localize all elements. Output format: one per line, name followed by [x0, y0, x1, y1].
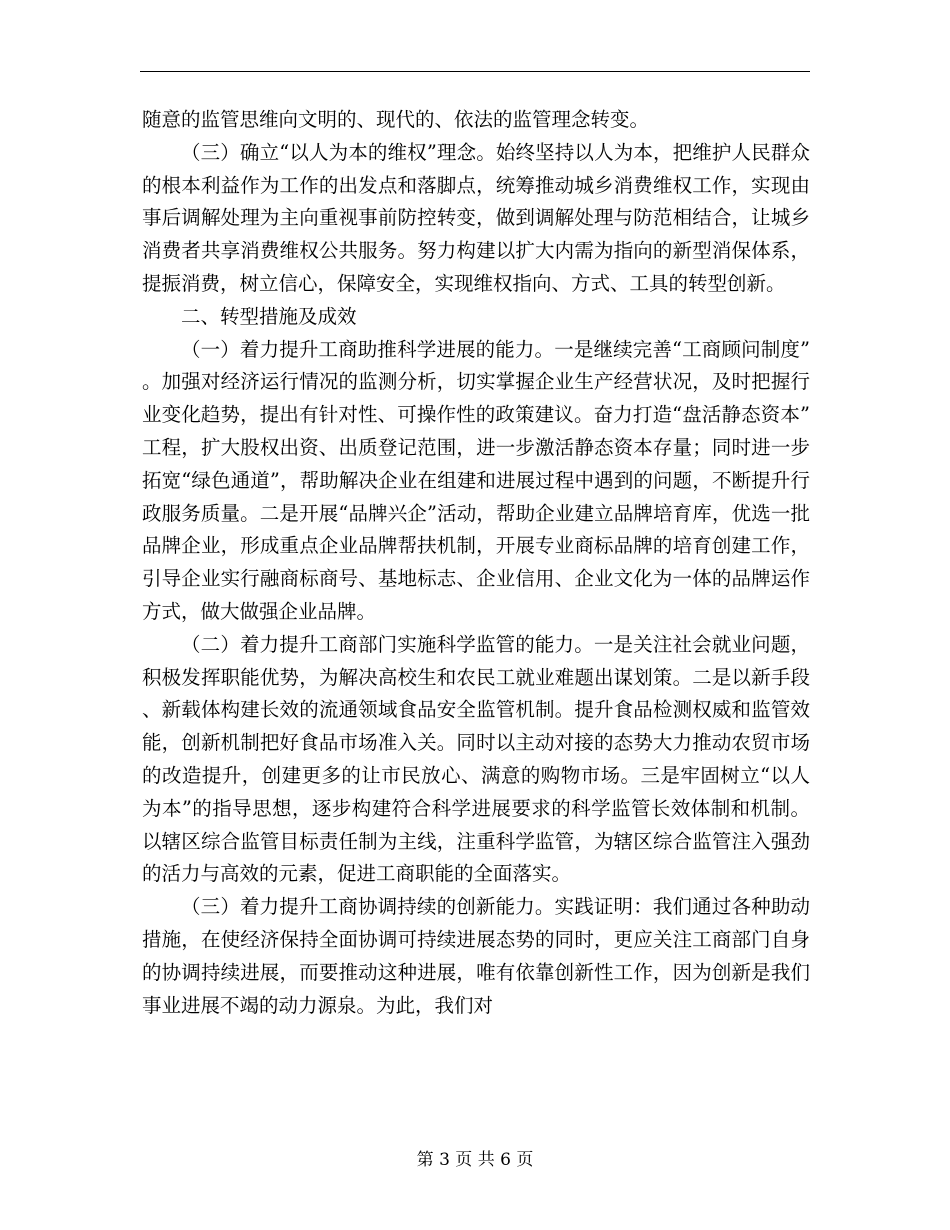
paragraph-measure-1: （一）着力提升工商助推科学进展的能力。一是继续完善“工商顾问制度”。加强对经济运行情况的监测分析，切实掌握企业生产经营状况，及时把握行业变化趋势，提出有针对性、可操作性的政策建议。奋力打造“盘活静态资本”工程，扩大股权出资、出质登记范围，进一步激活静态资本存量；同时进一步拓宽“绿色通道”，帮助解决企业在组建和进展过程中遇到的问题，不断提升行政服务质量。二是开展“品牌兴企”活动，帮助企业建立品牌培育库，优选一批品牌企业，形成重点企业品牌帮扶机制，开展专业商标品牌的培育创建工作，引导企业实行融商标商号、基地标志、企业信用、企业文化为一体的品牌运作方式，做大做强企业品牌。 — [142, 337, 810, 623]
page-number-footer: 第 3 页 共 6 页 — [416, 1150, 534, 1170]
document-body — [142, 104, 810, 1022]
paragraph-measure-2: （二）着力提升工商部门实施科学监管的能力。一是关注社会就业问题，积极发挥职能优势，为解决高校生和农民工就业难题出谋划策。二是以新手段、新载体构建长效的流通领域食品安全监管机制。提升食品检测权威和监管效能，创新机制把好食品市场准入关。同时以主动对接的态势大力推动农贸市场的改造提升，创建更多的让市民放心、满意的购物市场。三是牢固树立“以人为本”的指导思想，逐步构建符合科学进展要求的科学监管长效体制和机制。以辖区综合监管目标责任制为主线，注重科学监管，为辖区综合监管注入强劲的活力与高效的元素，促进工商职能的全面落实。 — [142, 632, 810, 886]
paragraph-consumer-rights-concept: （三）确立“以人为本的维权”理念。始终坚持以人为本，把维护人民群众的根本利益作为工作的出发点和落脚点，统筹推动城乡消费维权工作，实现由事后调解处理为主向重视事前防控转变，做到调解处理与防范相结合，让城乡消费者共享消费维权公共服务。努力构建以扩大内需为指向的新型消保体系，提振消费，树立信心，保障安全，实现维权指向、方式、工具的转型创新。 — [142, 140, 810, 295]
paragraph-continuation: 随意的监管思维向文明的、现代的、依法的监管理念转变。 — [142, 108, 650, 131]
section-heading: 二、转型措施及成效 — [181, 304, 357, 328]
header-rule — [140, 71, 810, 72]
paragraph-measure-3: （三）着力提升工商协调持续的创新能力。实践证明：我们通过各种助动措施，在使经济保持全面协调可持续进展态势的同时，更应关注工商部门自身的协调持续进展，而要推动这种进展，唯有依靠创新性工作，因为创新是我们事业进展不竭的动力源泉。为此，我们对 — [142, 895, 810, 1017]
